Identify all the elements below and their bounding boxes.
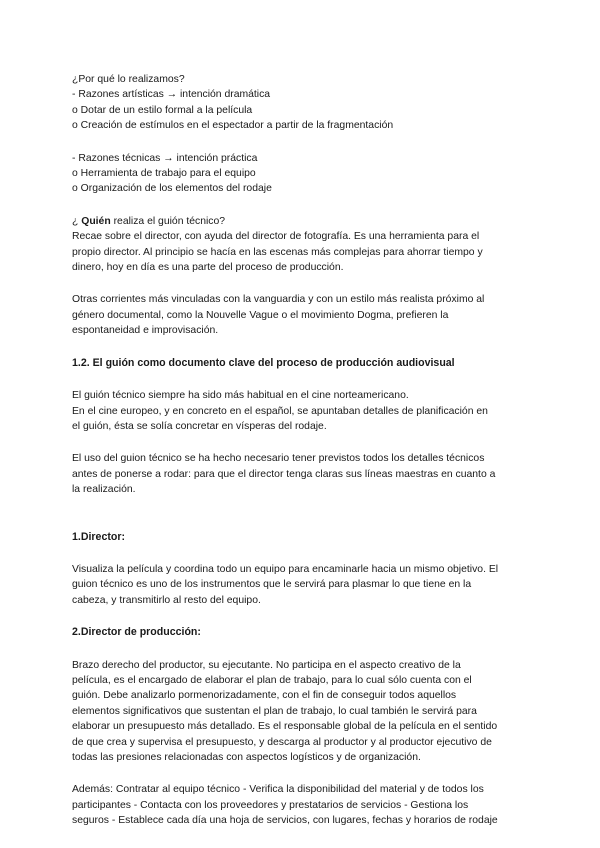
paragraph-line: elaborar un presupuesto más detallado. Es el responsable global de la película en el sentido <box>72 721 498 733</box>
paragraph-line: película, es el encargado de elaborar el plan de trabajo, para lo cual sólo cuenta con el <box>72 674 472 686</box>
paragraph-line: Otras corrientes más vinculadas con la vanguardia y con un estilo más realista próximo al <box>72 294 485 306</box>
director-heading: 1.Director: <box>72 530 125 543</box>
list-item: o Herramienta de trabajo para el equipo <box>72 168 256 180</box>
technical-reasons: - Razones técnicas → intención práctica <box>72 152 258 164</box>
paragraph-line: espontaneidad e improvisación. <box>72 325 219 337</box>
paragraph-line: la realización. <box>72 484 136 496</box>
paragraph-line: Brazo derecho del productor, su ejecutante. No participa en el aspecto creativo de la <box>72 659 461 671</box>
paragraph-line: guion técnico es uno de los instrumentos que le servirá para plasmar lo que tiene en la <box>72 579 472 591</box>
paragraph-line: género documental, como la Nouvelle Vague o el movimiento Dogma, prefieren la <box>72 309 449 321</box>
paragraph-line: antes de ponerse a rodar: para que el director tenga claras sus líneas maestras en cuanto a <box>72 468 496 480</box>
question-who-pre: ¿ <box>72 215 82 227</box>
paragraph-line: propio director. Al principio se hacía en las escenas más complejas para ahorrar tiempo y <box>72 246 483 258</box>
paragraph-line: participantes - Contacta con los proveedores y prestatarios de servicios - Gestiona los <box>72 799 469 811</box>
paragraph-line: cabeza, y transmitirlo al resto del equipo. <box>72 594 261 606</box>
paragraph-line: En el cine europeo, y en concreto en el español, se apuntaban detalles de planificación en <box>72 405 488 417</box>
paragraph-line: seguros - Establece cada día una hoja de servicios, con lugares, fechas y horarios de rodaje <box>72 815 498 827</box>
paragraph-line: Además: Contratar al equipo técnico - Verifica la disponibilidad del material y de todos los <box>72 784 484 796</box>
paragraph-line: Recae sobre el director, con ayuda del director de fotografía. Es una herramienta para el <box>72 231 480 243</box>
question-who-bold: Quién <box>81 215 111 227</box>
section-heading: 1.2. El guión como documento clave del proceso de producción audiovisual <box>72 356 455 369</box>
paragraph-line: guión. Debe analizarlo pormenorizadamente, con el fin de conseguir todos aquellos <box>72 690 457 702</box>
paragraph-line: el guión, ésta se solía concretar en vísperas del rodaje. <box>72 420 327 432</box>
artistic-reasons: - Razones artísticas → intención dramática <box>72 89 271 101</box>
production-director-heading: 2.Director de producción: <box>72 626 201 639</box>
list-item: o Organización de los elementos del rodaje <box>72 183 272 195</box>
question-why: ¿Por qué lo realizamos? <box>72 74 185 85</box>
paragraph-line: dinero, hoy en día es una parte del proceso de producción. <box>72 262 344 274</box>
list-item: o Creación de estímulos en el espectador a partir de la fragmentación <box>72 120 394 132</box>
paragraph-line: todas las presiones relacionadas con aspectos logísticos y de organización. <box>72 752 421 763</box>
paragraph-line: elementos significativos que sustentan el plan de trabajo, lo cual también le servirá para <box>72 705 477 717</box>
paragraph-line: de que crea y supervisa el presupuesto, y descarga al productor y al productor ejecutivo de <box>72 736 492 748</box>
list-item: o Dotar de un estilo formal a la película <box>72 104 253 116</box>
question-who-post: realiza el guión técnico? <box>110 215 226 227</box>
paragraph-line: El guión técnico siempre ha sido más habitual en el cine norteamericano. <box>72 390 409 402</box>
paragraph-line: El uso del guion técnico se ha hecho necesario tener previstos todos los detalles técnicos <box>72 453 485 465</box>
question-who <box>72 214 532 229</box>
document-body <box>72 72 532 829</box>
paragraph-line: Visualiza la película y coordina todo un equipo para encaminarle hacia un mismo objetivo. El <box>72 563 499 575</box>
